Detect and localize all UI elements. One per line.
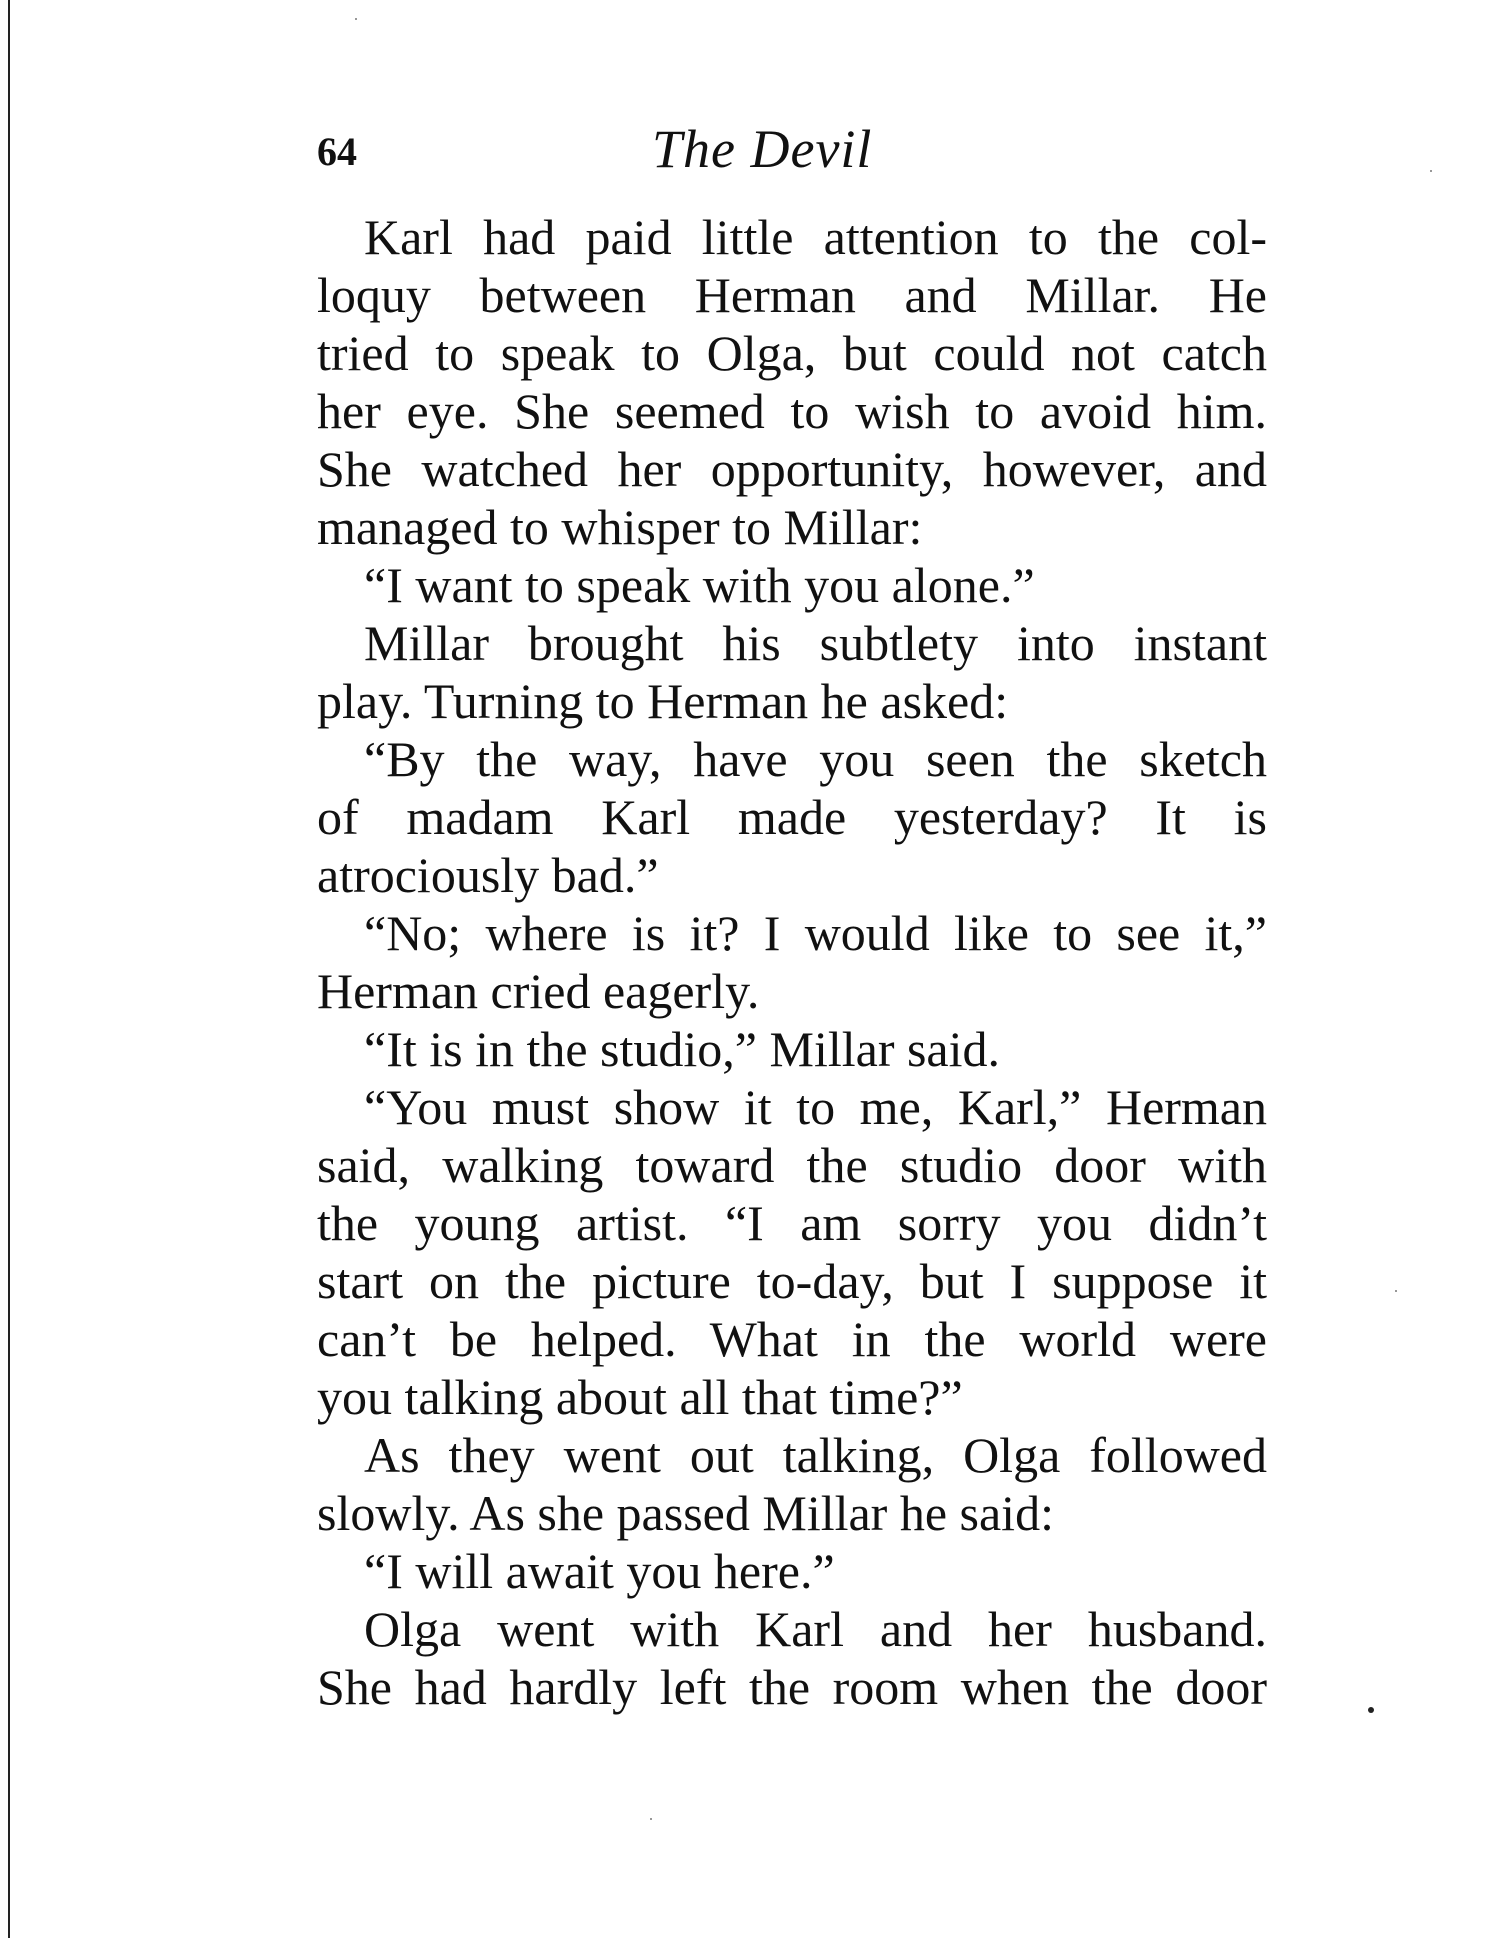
text-line: “It is in the studio,” Millar said.: [364, 1021, 1001, 1077]
scan-speck: [355, 18, 357, 20]
text-line: Karl had paid little attention to the col-: [364, 209, 1267, 265]
text-line: As they went out talking, Olga followed: [364, 1427, 1267, 1483]
text-line: can’t be helped. What in the world were: [317, 1311, 1267, 1367]
text-line: “I will await you here.”: [364, 1543, 835, 1599]
text-line: said, walking toward the studio door with: [317, 1137, 1267, 1193]
body-text: [317, 208, 1267, 1716]
scan-speck: [1395, 1290, 1397, 1292]
text-line: “By the way, have you seen the sketch: [364, 731, 1267, 787]
text-line: Herman cried eagerly.: [317, 963, 760, 1019]
text-line: “I want to speak with you alone.”: [364, 557, 1035, 613]
text-line: She watched her opportunity, however, and: [317, 441, 1267, 497]
text-line: the young artist. “I am sorry you didn’t: [317, 1195, 1267, 1251]
text-line: Millar brought his subtlety into instant: [364, 615, 1267, 671]
scan-edge-line: [8, 0, 10, 1938]
text-line: you talking about all that time?”: [317, 1369, 963, 1425]
text-line: managed to whisper to Millar:: [317, 499, 923, 555]
text-line: She had hardly left the room when the door: [317, 1659, 1267, 1715]
text-line: loquy between Herman and Millar. He: [317, 267, 1267, 323]
text-line: “No; where is it? I would like to see it,”: [364, 905, 1267, 961]
text-line: atrociously bad.”: [317, 847, 659, 903]
text-line: play. Turning to Herman he asked:: [317, 673, 1009, 729]
scan-speck: [650, 1818, 652, 1820]
text-line: slowly. As she passed Millar he said:: [317, 1485, 1054, 1541]
text-line: start on the picture to-day, but I suppose it: [317, 1253, 1267, 1309]
running-title: The Devil: [652, 119, 873, 179]
text-line: Olga went with Karl and her husband.: [364, 1601, 1267, 1657]
page-header: [317, 118, 1267, 188]
text-line: “You must show it to me, Karl,” Herman: [364, 1079, 1267, 1135]
text-line: of madam Karl made yesterday? It is: [317, 789, 1267, 845]
page-number: 64: [317, 129, 357, 174]
scan-speck: [1368, 1707, 1374, 1713]
text-line: her eye. She seemed to wish to avoid him.: [317, 383, 1267, 439]
scan-speck: [1430, 170, 1432, 172]
text-line: tried to speak to Olga, but could not catch: [317, 325, 1267, 381]
